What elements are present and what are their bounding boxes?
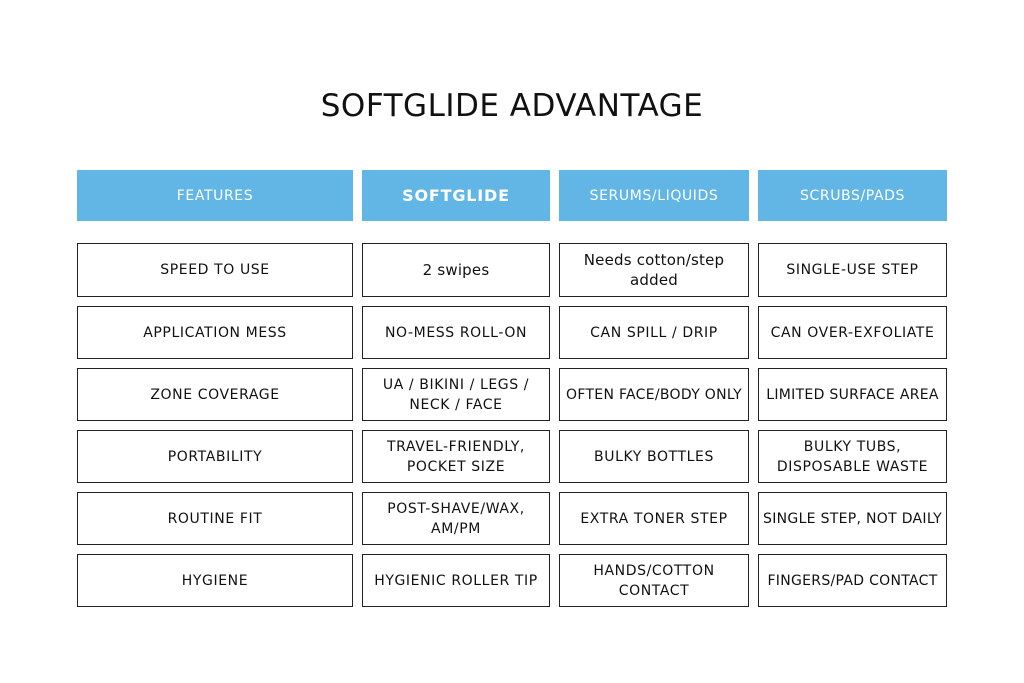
row-zone-serums: OFTEN FACE/BODY ONLY xyxy=(559,368,749,421)
row-portability-feature: PORTABILITY xyxy=(77,430,353,483)
header-features: FEATURES xyxy=(77,170,353,221)
row-mess-softglide: NO-MESS ROLL-ON xyxy=(362,306,550,359)
header-serums-liquids: SERUMS/LIQUIDS xyxy=(559,170,749,221)
row-portability-softglide: TRAVEL-FRIENDLY, POCKET SIZE xyxy=(362,430,550,483)
row-zone-feature: ZONE COVERAGE xyxy=(77,368,353,421)
row-hygiene-scrubs: FINGERS/PAD CONTACT xyxy=(758,554,947,607)
row-routine-serums: EXTRA TONER STEP xyxy=(559,492,749,545)
header-softglide: SOFTGLIDE xyxy=(362,170,550,221)
page-title: SOFTGLIDE ADVANTAGE xyxy=(320,88,704,124)
row-mess-scrubs: CAN OVER-EXFOLIATE xyxy=(758,306,947,359)
row-routine-feature: ROUTINE FIT xyxy=(77,492,353,545)
row-portability-serums: BULKY BOTTLES xyxy=(559,430,749,483)
row-mess-feature: APPLICATION MESS xyxy=(77,306,353,359)
row-hygiene-feature: HYGIENE xyxy=(77,554,353,607)
row-routine-softglide: POST-SHAVE/WAX, AM/PM xyxy=(362,492,550,545)
row-portability-scrubs: BULKY TUBS, DISPOSABLE WASTE xyxy=(758,430,947,483)
header-scrubs-pads: SCRUBS/PADS xyxy=(758,170,947,221)
row-speed-serums: Needs cotton/step added xyxy=(559,243,749,297)
row-speed-softglide: 2 swipes xyxy=(362,243,550,297)
row-hygiene-softglide: HYGIENIC ROLLER TIP xyxy=(362,554,550,607)
row-routine-scrubs: SINGLE STEP, NOT DAILY xyxy=(758,492,947,545)
row-hygiene-serums: HANDS/COTTON CONTACT xyxy=(559,554,749,607)
row-speed-feature: SPEED TO USE xyxy=(77,243,353,297)
row-speed-scrubs: SINGLE-USE STEP xyxy=(758,243,947,297)
row-zone-scrubs: LIMITED SURFACE AREA xyxy=(758,368,947,421)
row-mess-serums: CAN SPILL / DRIP xyxy=(559,306,749,359)
row-zone-softglide: UA / BIKINI / LEGS / NECK / FACE xyxy=(362,368,550,421)
